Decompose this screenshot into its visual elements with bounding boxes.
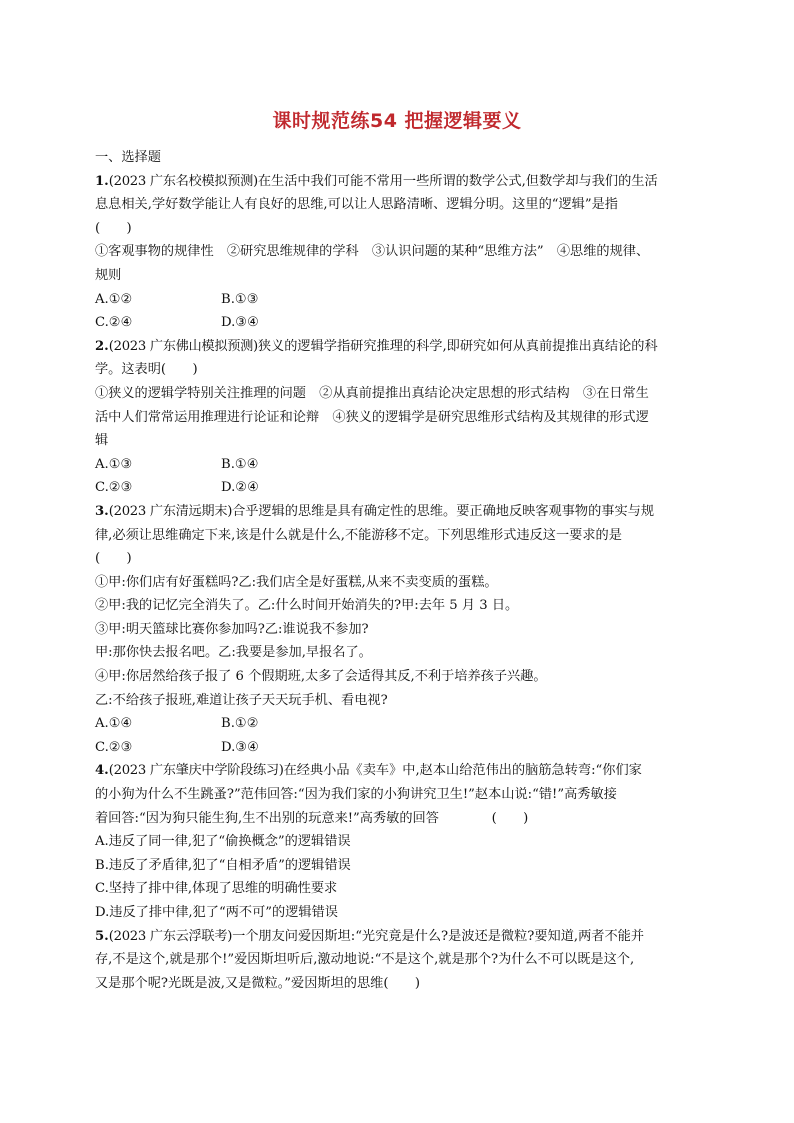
question-list <box>95 146 707 995</box>
option-c: C.②④ <box>95 315 133 331</box>
option-c: C.坚持了排中律,体现了思维的明确性要求 <box>95 881 338 897</box>
statement-line: ①甲:你们店有好蛋糕吗?乙:我们店全是好蛋糕,从来不卖变质的蛋糕。 <box>95 574 498 590</box>
question-source: (2023 广东清远期末) <box>108 503 233 519</box>
statement-line: 甲:那你快去报名吧。乙:我要是参加,早报名了。 <box>95 645 372 661</box>
stem-text: 在生活中我们可能不常用一些所谓的数学公式,但数学却与我们的生活 <box>257 173 658 189</box>
option-a: A.①③ <box>95 456 133 472</box>
question-source: (2023 广东佛山模拟预测) <box>108 338 258 354</box>
question-2 <box>95 335 707 500</box>
question-stem-line: 存,不是这个,就是那个!”爱因斯坦听后,激动地说:“不是这个,就是那个?为什么不可以既是这个, <box>95 952 635 968</box>
question-source: (2023 广东云浮联考) <box>108 928 233 944</box>
statement-line: ④甲:你居然给孩子报了 6 个假期班,太多了会适得其反,不利于培养孩子兴趣。 <box>95 669 547 685</box>
question-number: 3. <box>95 503 109 519</box>
question-4 <box>95 759 707 924</box>
statement-line: 辑 <box>95 433 109 449</box>
statement-line: 活中人们常常运用推理进行论证和论辩 ④狭义的逻辑学是研究思维形式结构及其规律的形式逻 <box>95 409 649 425</box>
statement-line: ①狭义的逻辑学特别关注推理的问题 ②从真前提推出真结论决定思想的形式结构 ③在日常生 <box>95 385 649 401</box>
section-heading: 一、选择题 <box>95 150 161 165</box>
option-row <box>95 476 707 500</box>
question-stem-line <box>95 335 707 359</box>
question-stem-line: 律,必须让思维确定下来,该是什么就是什么,不能游移不定。下列思维形式违反这一要求的是 <box>95 527 622 543</box>
statement-line: 规则 <box>95 267 122 283</box>
question-stem-line: 的小狗为什么不生跳蚤?”范伟回答:“因为我们家的小狗讲究卫生!”赵本山说:“错!”高秀敏接 <box>95 787 617 803</box>
question-number: 1. <box>95 173 109 189</box>
option-d: D.②④ <box>221 480 259 496</box>
stem-text: 狭义的逻辑学指研究推理的科学,即研究如何从真前提推出真结论的科 <box>257 338 658 354</box>
question-stem-line: 学。这表明( ) <box>95 362 198 378</box>
option-c: C.②③ <box>95 480 133 496</box>
question-5 <box>95 925 707 996</box>
option-b: B.①② <box>221 716 259 732</box>
option-a: A.①④ <box>95 716 133 732</box>
question-stem-line <box>95 500 707 524</box>
question-stem-line: 息息相关,学好数学能让人有良好的思维,可以让人思路清晰、逻辑分明。这里的“逻辑”是指 <box>95 197 618 213</box>
option-row <box>95 736 707 760</box>
option-b: B.①③ <box>221 291 259 307</box>
option-a: A.违反了同一律,犯了“偷换概念”的逻辑错误 <box>95 834 351 850</box>
stem-text: 合乎逻辑的思维是具有确定性的思维。要正确地反映客观事物的事实与规 <box>232 503 655 519</box>
answer-blank: ( ) <box>95 220 132 236</box>
option-row <box>95 311 707 335</box>
question-1 <box>95 170 707 335</box>
question-stem-line <box>95 925 707 949</box>
question-3 <box>95 500 707 760</box>
answer-blank: ( ) <box>95 551 132 567</box>
statement-line: ②甲:我的记忆完全消失了。乙:什么时间开始消失的?甲:去年 5 月 3 日。 <box>95 598 519 614</box>
option-b: B.违反了矛盾律,犯了“自相矛盾”的逻辑错误 <box>95 857 351 873</box>
option-d: D.③④ <box>221 315 259 331</box>
option-b: B.①④ <box>221 456 259 472</box>
question-source: (2023 广东名校模拟预测) <box>108 173 258 189</box>
question-stem-line: 又是那个呢?光既是波,又是微粒。”爱因斯坦的思维( ) <box>95 975 421 991</box>
option-row <box>95 288 707 312</box>
question-stem-line: 着回答:“因为狗只能生狗,生不出别的玩意来!”高秀敏的回答 ( ) <box>95 810 529 826</box>
question-stem-line <box>95 759 707 783</box>
page-title: 课时规范练54 把握逻辑要义 <box>272 110 522 132</box>
stem-text: 在经典小品《卖车》中,赵本山给范伟出的脑筋急转弯:“你们家 <box>283 763 642 779</box>
option-row <box>95 453 707 477</box>
question-stem-line <box>95 170 707 194</box>
option-d: D.③④ <box>221 739 259 755</box>
option-row <box>95 712 707 736</box>
question-number: 4. <box>95 763 109 779</box>
option-d: D.违反了排中律,犯了“两不可”的逻辑错误 <box>95 905 338 920</box>
question-number: 2. <box>95 338 109 354</box>
option-c: C.②③ <box>95 739 133 755</box>
statement-line: ③甲:明天篮球比赛你参加吗?乙:谁说我不参加? <box>95 621 369 637</box>
question-number: 5. <box>95 928 109 944</box>
statement-line: 乙:不给孩子报班,难道让孩子天天玩手机、看电视? <box>95 692 388 708</box>
stem-text: 一个朋友问爱因斯坦:“光究竟是什么?是波还是微粒?要知道,两者不能并 <box>232 928 645 944</box>
option-a: A.①② <box>95 291 133 307</box>
question-source: (2023 广东肇庆中学阶段练习) <box>108 763 284 779</box>
statement-line: ①客观事物的规律性 ②研究思维规律的学科 ③认识问题的某种“思维方法” ④思维的规律、 <box>95 244 650 260</box>
